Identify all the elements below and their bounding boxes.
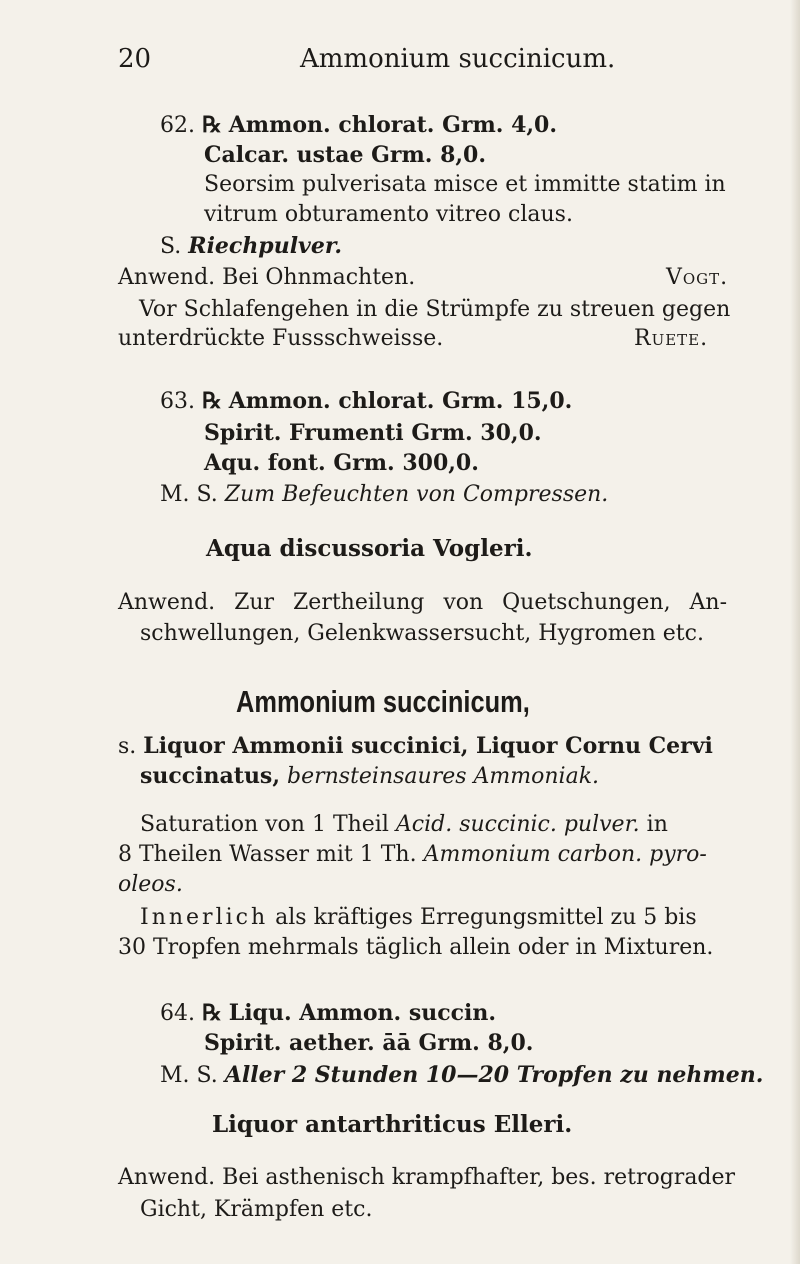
recipe-63-signa <box>160 482 608 508</box>
page-number: 20 <box>118 44 152 74</box>
succinicum-prep-3: oleos. <box>118 872 183 897</box>
prep-italic: Acid. succinic. pulver. <box>395 812 640 837</box>
recipe-64-ingredient-1: Liqu. Ammon. succin. <box>228 1000 497 1026</box>
recipe-62-signa <box>160 233 342 260</box>
aqua-usage-2: schwellungen, Gelenkwassersucht, Hygromen etc. <box>140 621 704 646</box>
recipe-62-ingredient-1: Ammon. chlorat. Grm. 4,0. <box>228 112 558 138</box>
synonym-name: succinatus, <box>140 763 280 789</box>
recipe-63-number: 63. <box>160 389 195 414</box>
prep-text: Saturation von 1 Theil <box>140 812 389 837</box>
recipe-62-instruction-2: vitrum obturamento vitreo claus. <box>204 202 573 227</box>
signa-prefix: M. S. <box>160 1063 218 1088</box>
recipe-icon: ℞ <box>202 112 222 138</box>
prep-italic: Ammonium carbon. pyro- <box>423 842 707 867</box>
succinicum-synonyms-2 <box>140 763 599 790</box>
prep-text: 8 Theilen Wasser mit 1 Th. <box>118 842 417 867</box>
section-heading-liquor-antarthriticus: Liquor antarthriticus Elleri. <box>212 1111 573 1138</box>
signa-prefix: M. S. <box>160 482 218 507</box>
recipe-62-author-1: Vogt. <box>666 265 729 290</box>
succinicum-prep-1 <box>140 812 668 838</box>
aqua-usage-1: Anwend. Zur Zertheilung von Quetschungen, An- <box>118 590 727 615</box>
signa-label: Zum Befeuchten von Compressen. <box>224 482 609 507</box>
dose-spaced-word: Innerlich <box>140 905 269 930</box>
recipe-62-note-1: Vor Schlafengehen in die Strümpfe zu streuen gegen <box>139 297 731 322</box>
recipe-63-ingredient-3: Aqu. font. Grm. 300,0. <box>204 450 479 476</box>
succinicum-synonyms-1 <box>118 733 713 760</box>
recipe-63-ingredient-2: Spirit. Frumenti Grm. 30,0. <box>204 420 542 446</box>
prep-text-end: in <box>646 812 668 837</box>
liquor-usage-1: Anwend. Bei asthenisch krampfhafter, bes. retrograder <box>118 1165 736 1190</box>
recipe-64-signa <box>160 1062 763 1089</box>
running-title: Ammonium succinicum. <box>300 44 616 74</box>
recipe-icon: ℞ <box>202 1000 222 1026</box>
dose-text: als kräftiges Erregungsmittel zu 5 bis <box>275 905 697 930</box>
succinicum-prep-2 <box>118 842 707 868</box>
section-heading-ammonium-succinicum: Ammonium succinicum, <box>236 684 530 719</box>
recipe-64-ingredient-2: Spirit. aether. āā Grm. 8,0. <box>204 1030 534 1056</box>
recipe-62-author-2: Ruete. <box>634 326 709 351</box>
succinicum-dose-1 <box>140 905 697 931</box>
succinicum-dose-2: 30 Tropfen mehrmals täglich allein oder in Mixturen. <box>118 935 714 960</box>
synonym-names: Liquor Ammonii succinici, Liquor Cornu Cervi <box>143 733 713 759</box>
recipe-62-number: 62. <box>160 113 195 138</box>
recipe-62-instruction-1: Seorsim pulverisata misce et immitte statim in <box>204 172 726 197</box>
recipe-icon: ℞ <box>202 388 222 414</box>
recipe-63-line-1 <box>160 388 572 415</box>
recipe-62-note-2: unterdrückte Fussschweisse. <box>118 326 444 351</box>
signa-label: Aller 2 Stunden 10—20 Tropfen zu nehmen. <box>224 1062 764 1088</box>
recipe-62-ingredient-2: Calcar. ustae Grm. 8,0. <box>204 142 487 168</box>
page-edge-shadow <box>790 0 800 1264</box>
section-heading-aqua-discussoria: Aqua discussoria Vogleri. <box>206 535 533 562</box>
recipe-64-number: 64. <box>160 1001 195 1026</box>
recipe-64-line-1 <box>160 1000 496 1027</box>
recipe-62-line-1 <box>160 112 557 139</box>
synonym-prefix: s. <box>118 734 137 759</box>
liquor-usage-2: Gicht, Krämpfen etc. <box>140 1197 373 1222</box>
synonym-german: bernsteinsaures Ammoniak. <box>286 764 600 789</box>
signa-label: Riechpulver. <box>188 233 343 259</box>
recipe-62-usage: Anwend. Bei Ohnmachten. <box>118 265 416 290</box>
signa-prefix: S. <box>160 234 182 259</box>
recipe-63-ingredient-1: Ammon. chlorat. Grm. 15,0. <box>228 388 573 414</box>
